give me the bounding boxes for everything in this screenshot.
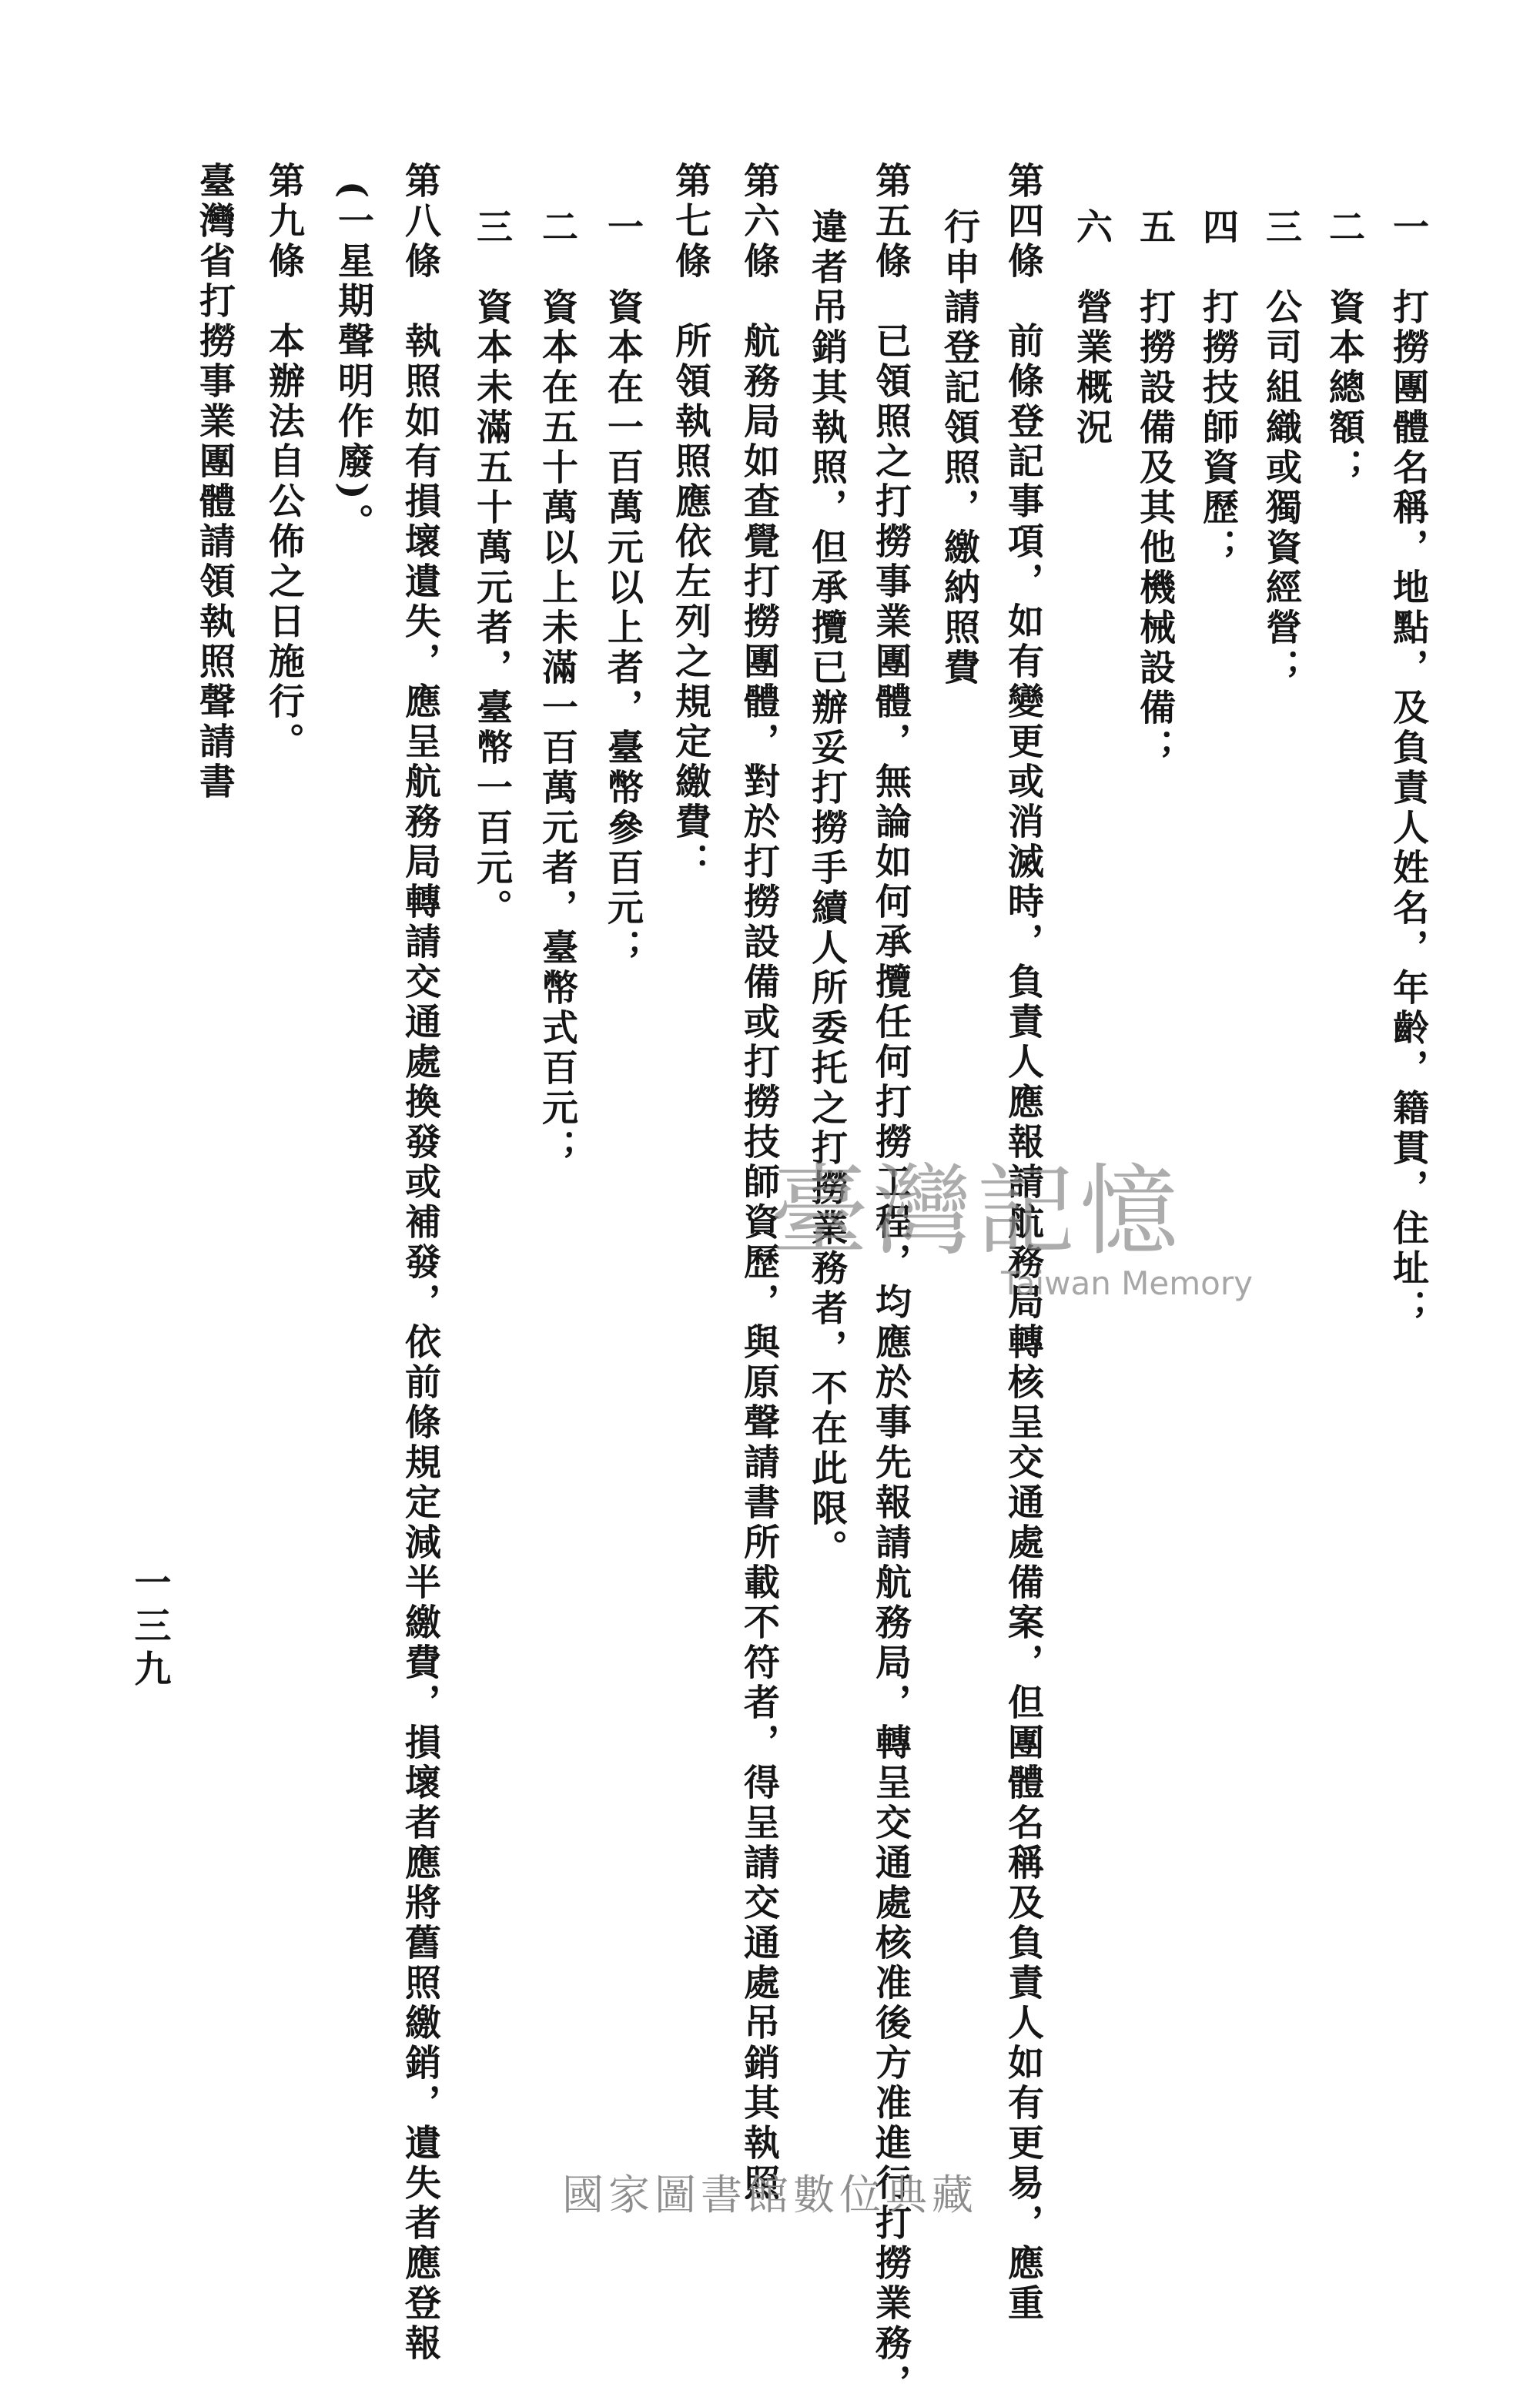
watermark-chinese: 臺灣記憶 — [770, 1154, 1183, 1269]
text-column-art-6: 第六條 航務局如查覺打撈團體，對於打撈設備或打撈技師資歷，與原聲請書所載不符者，得呈請交通處吊銷其執照 — [738, 162, 780, 2204]
text-column-fee-2: 二 資本在五十萬以上未滿一百萬元者，臺幣式百元； — [536, 208, 578, 1169]
text-column-item-4: 四 打撈技師資歷； — [1197, 208, 1239, 568]
text-column-art-4: 第四條 前條登記事項，如有變更或消滅時，負責人應報請航務局轉核呈交通處備案，但團體名稱及負責人如有更易，應重 — [1002, 162, 1044, 2324]
text-column-fee-3: 三 資本未滿五十萬元者，臺幣一百元。 — [470, 208, 513, 929]
text-column-item-5: 五 打撈設備及其他機械設備； — [1133, 208, 1176, 768]
text-column-art-8: 第八條 執照如有損壞遺失，應呈航務局轉請交通處換發或補發，依前條規定減半繳費，損壞者應將舊照繳銷，遺失者應登報 — [399, 162, 441, 2364]
footer-credit: 國家圖書館數位典藏 — [562, 2171, 978, 2219]
text-column-item-1: 一 打撈團體名稱，地點，及負責人姓名，年齡，籍貫，住址； — [1387, 208, 1429, 1329]
text-column-art-4-cont: 行申請登記領照，繳納照費 — [938, 208, 980, 688]
text-column-fee-1: 一 資本在一百萬元以上者，臺幣參百元； — [601, 208, 644, 969]
text-column-item-3: 三 公司組織或獨資經營； — [1260, 208, 1302, 688]
text-column-art-8-cont: (一星期聲明作廢)。 — [332, 181, 374, 544]
text-column-form-title: 臺灣省打撈事業團體請領執照聲請書 — [193, 162, 236, 802]
text-column-art-7: 第七條 所領執照應依左列之規定繳費： — [669, 162, 711, 882]
watermark-english: Taiwan Memory — [1001, 1264, 1253, 1302]
text-column-item-2: 二 資本總額； — [1323, 208, 1365, 488]
text-column-art-5: 第五條 已領照之打撈事業團體，無論如何承攬任何打撈工程，均應於事先報請航務局，轉呈交通處核准後方准進行打撈業務， — [869, 162, 912, 2404]
page-number: 一三九 — [128, 1563, 171, 1693]
text-column-art-5-cont: 違者吊銷其執照，但承攬已辦妥打撈手續人所委托之打撈業務者，不在此限。 — [805, 208, 848, 1569]
text-column-item-6: 六 營業概況 — [1070, 208, 1113, 448]
text-column-art-9: 第九條 本辦法自公佈之日施行。 — [263, 162, 305, 762]
